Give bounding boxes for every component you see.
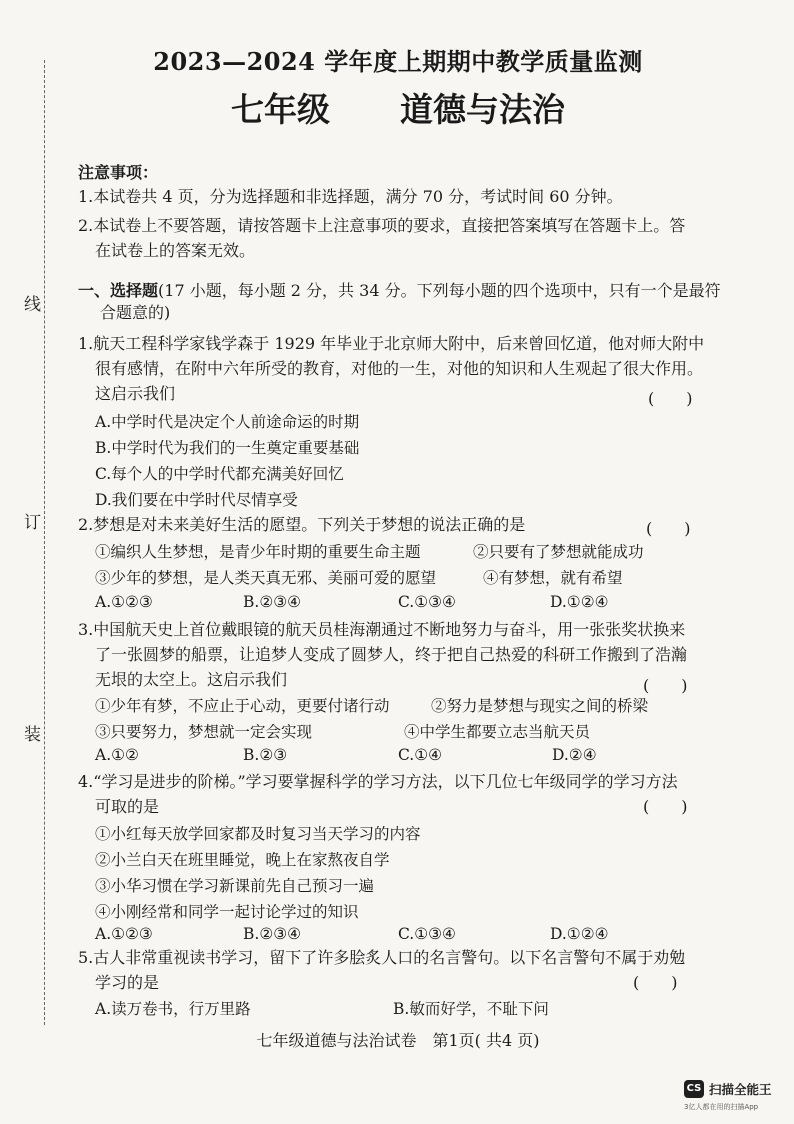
q4-item-2: ②小兰白天在班里睡觉，晚上在家熬夜自学	[95, 851, 390, 869]
q4-option-d: D.①②④	[550, 925, 609, 943]
q2-stem: 2.梦想是对未来美好生活的愿望。下列关于梦想的说法正确的是	[78, 515, 526, 534]
page-footer: 七年级道德与法治试卷 第1页( 共4 页)	[256, 1031, 540, 1050]
q4-option-a: A.①②③	[95, 925, 153, 943]
q2-answer-blank: ( )	[646, 519, 691, 538]
q3-stem-line1: 3.中国航天史上首位戴眼镜的航天员桂海潮通过不断地努力与奋斗，用一张张奖状换来	[78, 620, 686, 639]
binding-label-zhuang: 装	[24, 725, 41, 745]
q4-answer-blank: ( )	[643, 797, 688, 816]
scanner-watermark	[684, 1080, 794, 1120]
q2-option-a: A.①②③	[95, 593, 153, 611]
section-desc: (17 小题，每小题 2 分，共 34 分。下列每小题的四个选项中，只有一个是最符	[158, 281, 721, 300]
binding-dashed-line	[44, 60, 45, 1025]
section-desc-cont: 合题意的)	[100, 303, 171, 322]
q3-option-c: C.①④	[398, 746, 443, 764]
q4-item-1: ①小红每天放学回家都及时复习当天学习的内容	[95, 825, 421, 843]
q2-item-3: ③少年的梦想，是人类天真无邪、美丽可爱的愿望	[95, 569, 437, 587]
q1-option-a: A.中学时代是决定个人前途命运的时期	[95, 413, 360, 431]
q3-stem-line3: 无垠的太空上。这启示我们	[95, 670, 288, 689]
scanner-tagline: 3亿人都在用的扫描App	[684, 1103, 759, 1111]
q4-option-c: C.①③④	[398, 925, 456, 943]
q5-option-b: B.敏而好学，不耻下问	[393, 1000, 549, 1018]
q4-item-3: ③小华习惯在学习新课前先自己预习一遍	[95, 877, 375, 895]
q2-item-1: ①编织人生梦想，是青少年时期的重要生命主题	[95, 543, 421, 561]
q1-option-b: B.中学时代为我们的一生奠定重要基础	[95, 439, 360, 457]
section-heading	[78, 280, 721, 302]
q5-option-a: A.读万卷书，行万里路	[95, 1000, 251, 1018]
q3-stem-line2: 了一张圆梦的船票，让追梦人变成了圆梦人，终于把自己热爱的科研工作搬到了浩瀚	[95, 645, 688, 664]
q3-option-d: D.②④	[552, 746, 597, 764]
exam-subtitle	[78, 84, 718, 131]
q3-item-3: ③只要努力，梦想就一定会实现	[95, 723, 313, 741]
q3-item-4: ④中学生都要立志当航天员	[404, 723, 591, 741]
q5-answer-blank: ( )	[633, 973, 678, 992]
q3-item-1: ①少年有梦，不应止于心动，更要付诸行动	[95, 697, 390, 715]
binding-label-xian: 线	[24, 295, 41, 315]
notice-item-1: 1.本试卷共 4 页，分为选择题和非选择题，满分 70 分，考试时间 60 分钟。	[78, 187, 623, 206]
subject-label: 道德与法治	[400, 90, 565, 129]
binding-label-ding: 订	[24, 513, 41, 533]
q2-option-c: C.①③④	[398, 593, 456, 611]
q3-item-2: ②努力是梦想与现实之间的桥梁	[431, 697, 649, 715]
q1-stem-line2: 很有感情，在附中六年所受的教育，对他的一生，对他的知识和人生观起了很大作用。	[95, 359, 704, 378]
grade-label: 七年级	[231, 90, 330, 129]
q3-answer-blank: ( )	[643, 676, 688, 695]
q5-stem-line2: 学习的是	[95, 973, 160, 992]
q4-stem-line2: 可取的是	[95, 797, 160, 816]
q4-option-b: B.②③④	[243, 925, 302, 943]
q1-stem-line3: 这启示我们	[95, 384, 176, 403]
scanner-app-name: 扫描全能王	[709, 1082, 772, 1097]
q1-stem-line1: 1.航天工程科学家钱学森于 1929 年毕业于北京师大附中，后来曾回忆道，他对师大附中	[78, 334, 705, 353]
q3-option-a: A.①②	[95, 746, 139, 764]
q4-item-4: ④小刚经常和同学一起讨论学过的知识	[95, 903, 359, 921]
q2-option-d: D.①②④	[550, 593, 609, 611]
section-title: 一、选择题	[78, 281, 159, 300]
notice-item-2-cont: 在试卷上的答案无效。	[95, 241, 256, 260]
q2-item-2: ②只要有了梦想就能成功	[473, 543, 644, 561]
q2-option-b: B.②③④	[243, 593, 302, 611]
q1-option-d: D.我们要在中学时代尽情享受	[95, 491, 298, 509]
q4-stem-line1: 4.“学习是进步的阶梯。”学习要掌握科学的学习方法，以下几位七年级同学的学习方法	[78, 772, 678, 791]
notice-heading: 注意事项：	[78, 163, 159, 182]
q2-item-4: ④有梦想，就有希望	[483, 569, 623, 587]
q5-stem-line1: 5.古人非常重视读书学习，留下了许多脍炙人口的名言警句。以下名言警句不属于劝勉	[78, 948, 686, 967]
q1-answer-blank: ( )	[648, 389, 693, 408]
scanner-logo-icon: CS	[684, 1080, 704, 1098]
notice-item-2: 2.本试卷上不要答题，请按答题卡上注意事项的要求，直接把答案填写在答题卡上。答	[78, 216, 686, 235]
q3-option-b: B.②③	[243, 746, 288, 764]
exam-title: 2023—2024 学年度上期期中教学质量监测	[153, 47, 643, 76]
q1-option-c: C.每个人的中学时代都充满美好回忆	[95, 465, 344, 483]
